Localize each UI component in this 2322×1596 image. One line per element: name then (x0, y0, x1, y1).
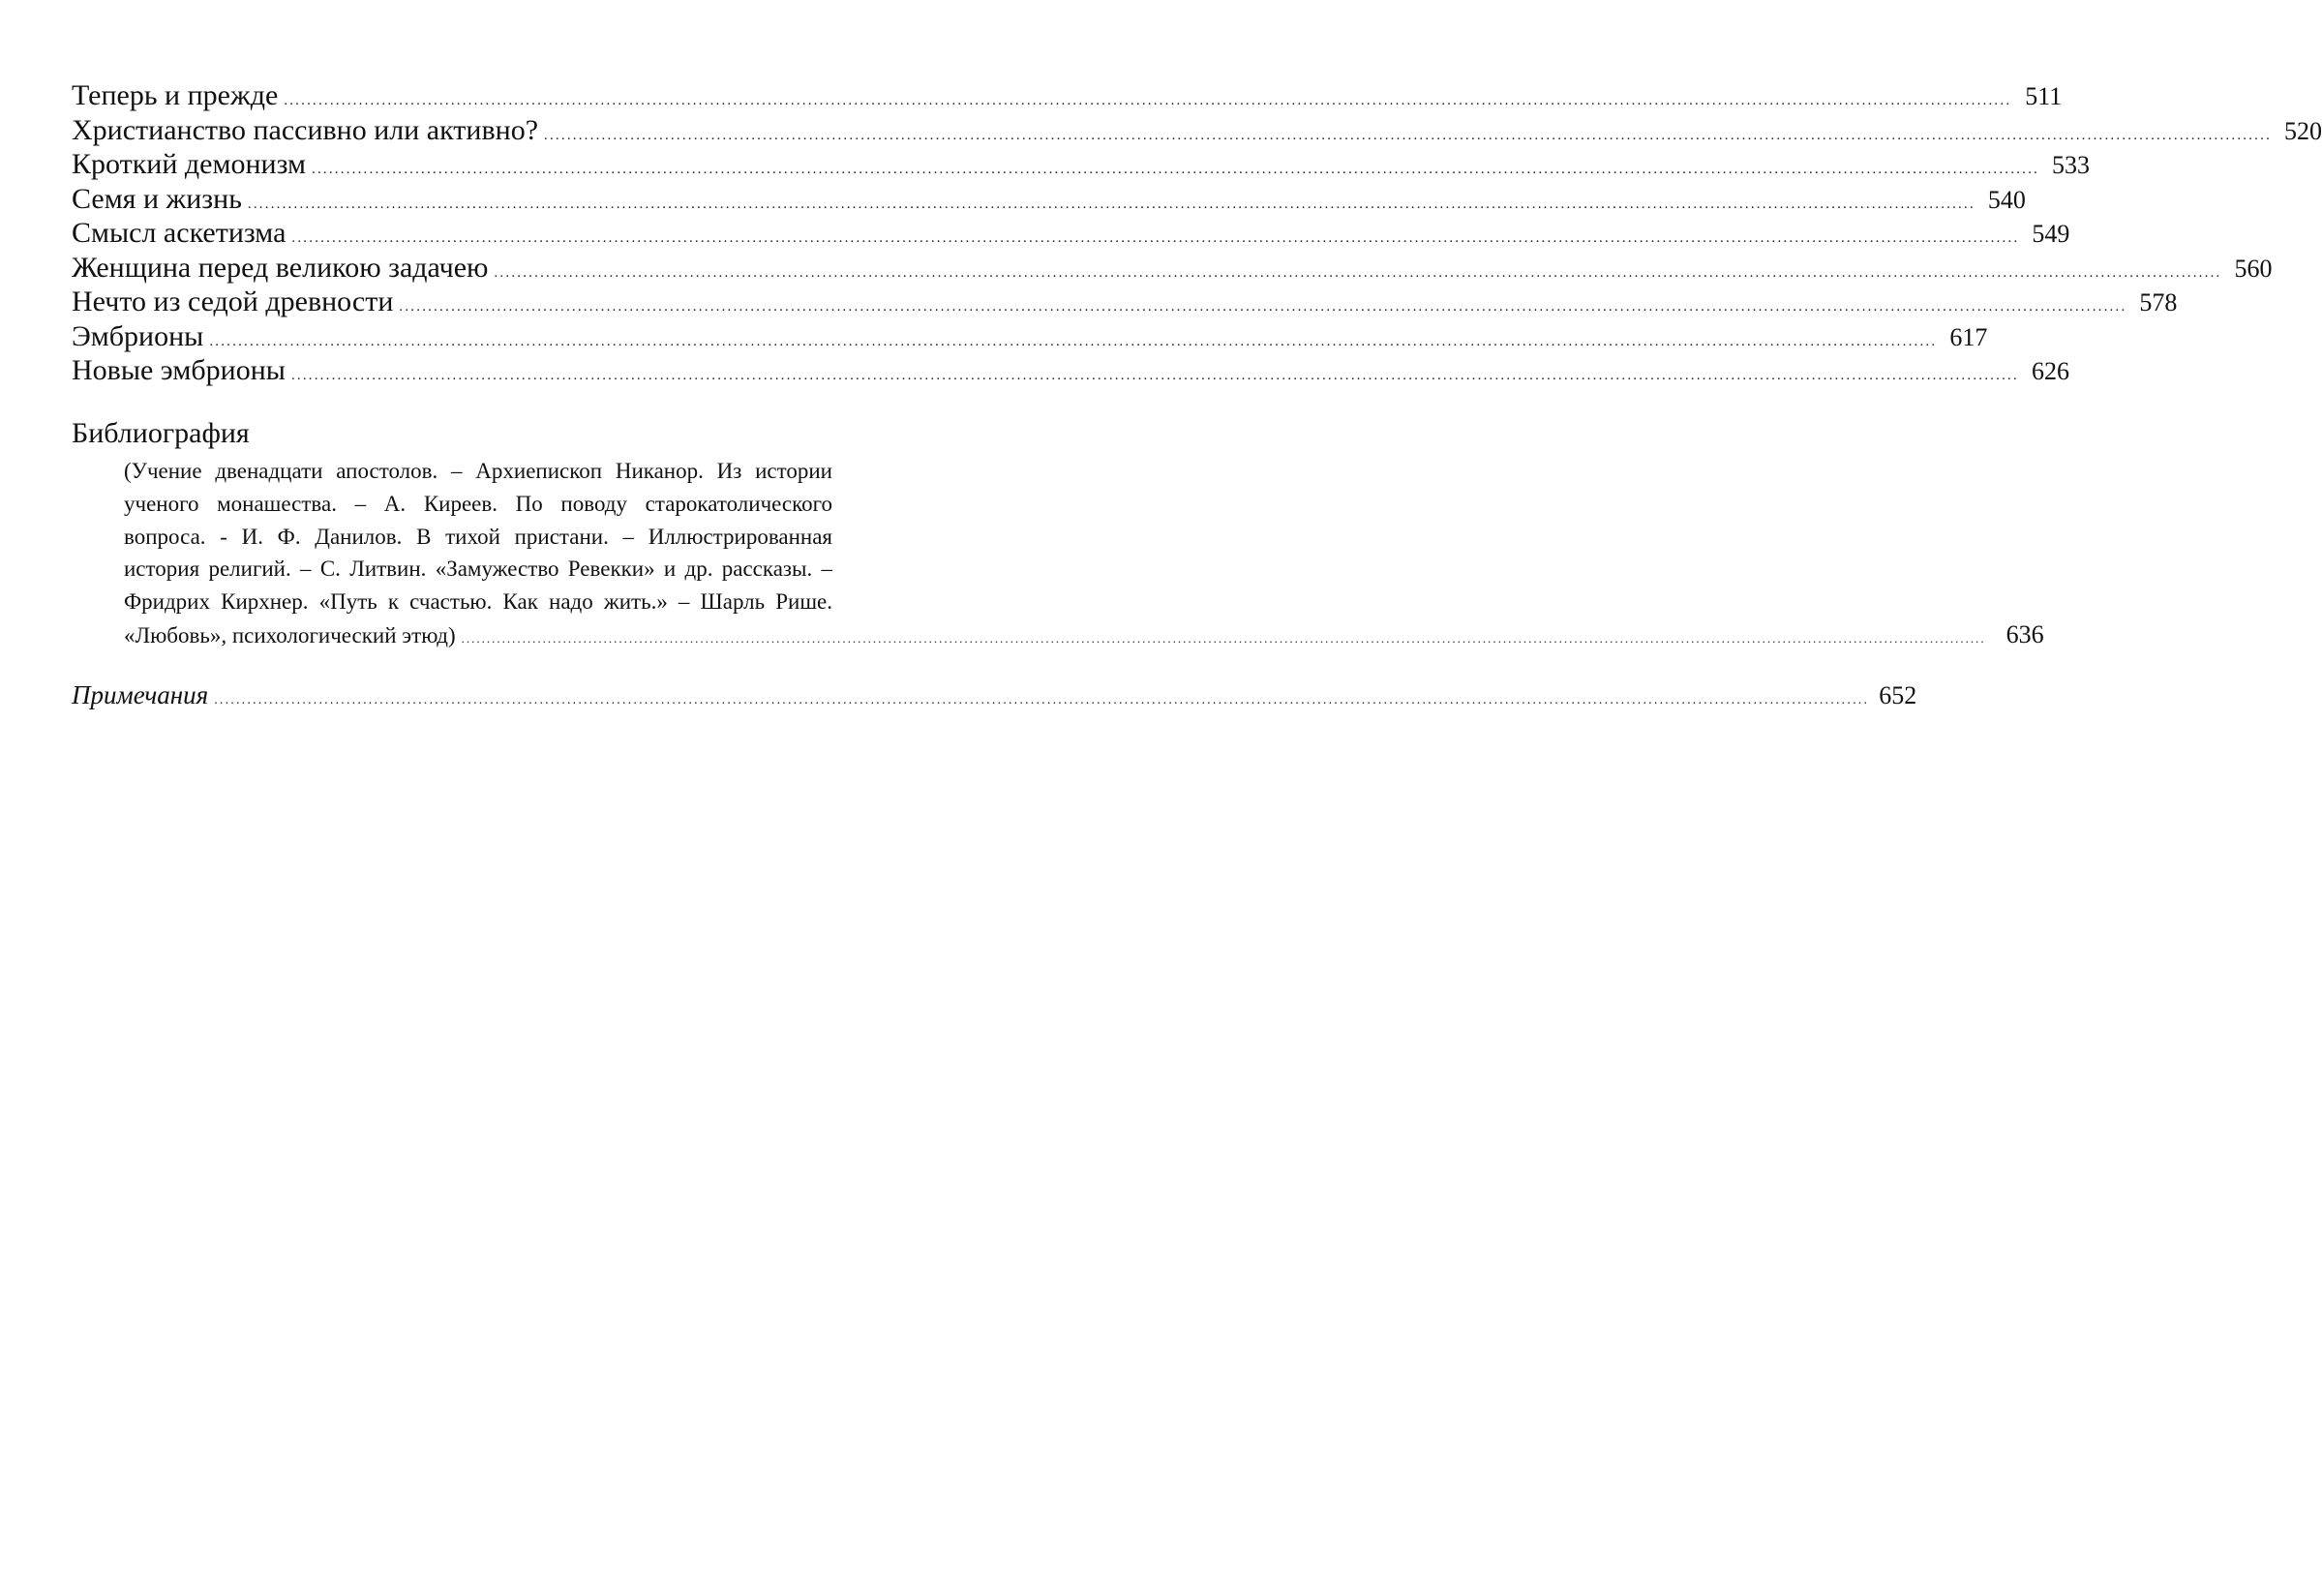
toc-entry (72, 319, 1988, 354)
toc-entry-title: Женщина перед великою задачею (72, 251, 489, 284)
bibliography-last-line (124, 618, 2044, 651)
dot-leader: ............................................................................................................................................................................................................................................................................................................ (290, 368, 2019, 383)
toc-entry (72, 251, 2273, 286)
toc-entry (72, 182, 2026, 217)
notes-title: Примечания (72, 680, 209, 709)
toc-entry-title: Новые эмбрионы (72, 354, 286, 386)
bibliography-line: Фридрих Кирхнер. «Путь к счастью. Как надо жить.» – Шарль Рише. (124, 589, 832, 615)
toc-entry-page: 549 (2032, 220, 2070, 248)
bibliography-line: ученого монашества. – А. Киреев. По поводу старокатолического (124, 491, 832, 516)
toc-entry (72, 353, 2069, 388)
dot-leader: ............................................................................................................................................................................................................................................................................................................ (494, 264, 2222, 281)
toc-entry-page: 511 (2025, 82, 2063, 110)
toc-entry-title: Нечто из седой древности (72, 286, 394, 317)
notes-page: 652 (1879, 681, 1917, 709)
toc-entry (72, 147, 2090, 182)
table-of-contents (72, 78, 2322, 388)
toc-entry-title: Семя и жизнь (72, 182, 242, 215)
bibliography-line: вопроса. - И. Ф. Данилов. В тихой пристани. – Иллюстрированная (124, 524, 832, 549)
toc-entry-title: Смысл аскетизма (72, 217, 286, 249)
toc-entry-title: Эмбрионы (72, 319, 204, 352)
dot-leader: ............................................................................................................................................................................................................................................................................................................ (247, 196, 1975, 212)
toc-entry-page: 626 (2031, 357, 2069, 385)
toc-entry (72, 113, 2322, 148)
bibliography-line: «Любовь», психологический этюд) (124, 622, 456, 647)
dot-leader: ............................................................................................................................................................................................................................................................................................................ (461, 630, 1986, 646)
toc-entry-page: 540 (1987, 185, 2026, 214)
toc-entry (72, 78, 2063, 113)
dot-leader: ............................................................................................................................................................................................................................................................................................................ (284, 93, 2012, 108)
dot-leader: ............................................................................................................................................................................................................................................................................................................ (312, 162, 2039, 177)
notes-entry (72, 678, 1917, 713)
toc-entry-page: 578 (2139, 288, 2178, 316)
dot-leader: ............................................................................................................................................................................................................................................................................................................ (399, 299, 2127, 315)
toc-entry (72, 216, 2070, 251)
toc-entry-page: 617 (1949, 322, 1988, 351)
bibliography-page: 636 (2005, 619, 2044, 648)
toc-entry-title: Кроткий демонизм (72, 148, 306, 180)
toc-entry-title: Христианство пассивно или активно? (72, 113, 539, 146)
dot-leader: ............................................................................................................................................................................................................................................................................................................ (214, 693, 1870, 708)
bibliography-heading: Библиография (72, 417, 250, 449)
bibliography-body (124, 455, 2044, 651)
dot-leader: ............................................................................................................................................................................................................................................................................................................ (544, 127, 2273, 143)
toc-entry-title: Теперь и прежде (72, 79, 279, 111)
bibliography-line: история религий. – С. Литвин. «Замужество Ревекки» и др. рассказы. – (124, 557, 832, 582)
toc-entry-page: 520 (2284, 116, 2322, 145)
toc-entry (72, 285, 2178, 319)
toc-entry-page: 560 (2234, 254, 2273, 283)
dot-leader: ............................................................................................................................................................................................................................................................................................................ (209, 333, 1938, 349)
bibliography-line: (Учение двенадцати апостолов. – Архиепископ Никанор. Из истории (124, 459, 832, 483)
toc-entry-page: 533 (2052, 151, 2090, 179)
dot-leader: ............................................................................................................................................................................................................................................................................................................ (291, 230, 2020, 246)
